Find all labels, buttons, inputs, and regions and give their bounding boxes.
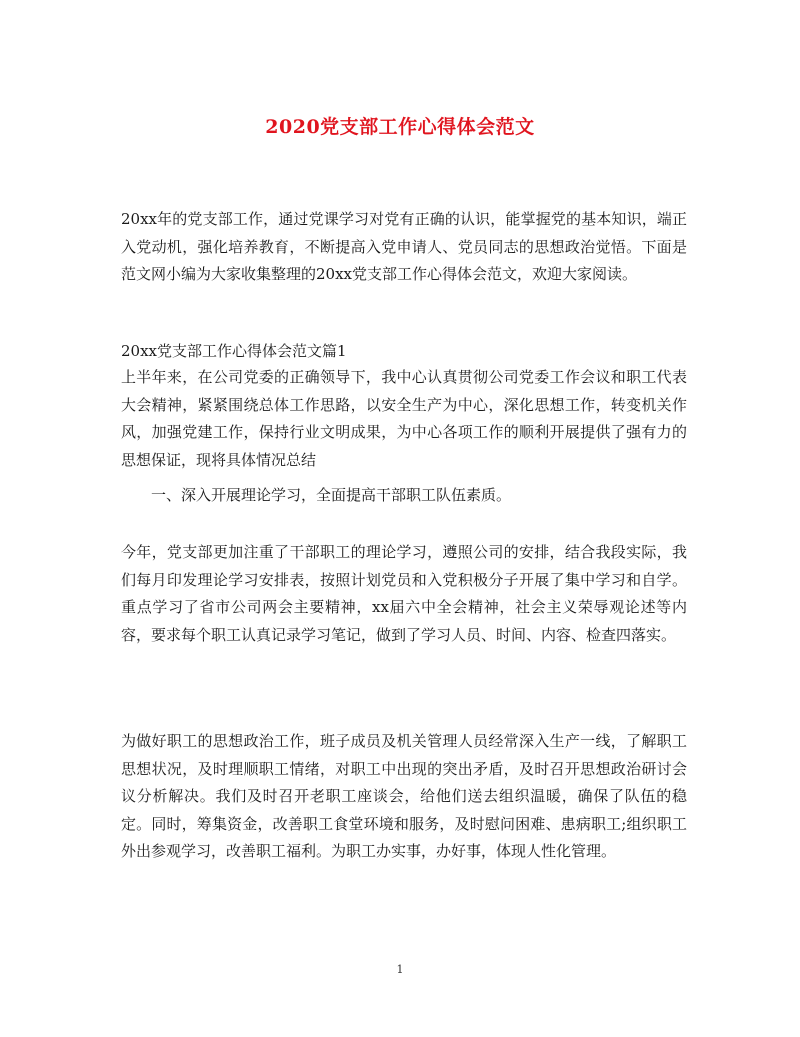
ideological-work-paragraph: 为做好职工的思想政治工作，班子成员及机关管理人员经常深入生产一线，了解职工思想状况，及时理顺职工情绪，对职工中出现的突出矛盾，及时召开思想政治研讨会议分析解决。我们及时召开老职工座谈会，给他们送去组织温暖，确保了队伍的稳定。同时，筹集资金，改善职工食堂环境和服务，及时慰问困难、患病职工;组织职工外出参观学习，改善职工福利。为职工办实事，办好事，体现人性化管理。: [121, 732, 687, 860]
page-number: 1: [396, 963, 404, 976]
theory-study-paragraph: 今年，党支部更加注重了干部职工的理论学习，遵照公司的安排，结合我段实际，我们每月印发理论学习安排表，按照计划党员和入党积极分子开展了集中学习和自学。重点学习了省市公司两会主要精神，xx届六中全会精神，社会主义荣辱观论述等内容，要求每个职工认真记录学习笔记，做到了学习人员、时间、内容、检查四落实。: [121, 543, 687, 644]
summary-paragraph: 上半年来，在公司党委的正确领导下，我中心认真贯彻公司党委工作会议和职工代表大会精神，紧紧围绕总体工作思路，以安全生产为中心，深化思想工作，转变机关作风，加强党建工作，保持行业文明成果，为中心各项工作的顺利开展提供了强有力的思想保证，现将具体情况总结: [121, 368, 687, 469]
document-title: 2020党支部工作心得体会范文: [265, 116, 535, 138]
section-heading: 20xx党支部工作心得体会范文篇1: [121, 342, 347, 360]
intro-paragraph: 20xx年的党支部工作，通过党课学习对党有正确的认识，能掌握党的基本知识，端正入党动机，强化培养教育，不断提高入党申请人、党员同志的思想政治觉悟。下面是范文网小编为大家收集整理的20xx党支部工作心得体会范文，欢迎大家阅读。: [121, 210, 687, 283]
subsection-heading: 一、深入开展理论学习，全面提高干部职工队伍素质。: [151, 486, 512, 504]
